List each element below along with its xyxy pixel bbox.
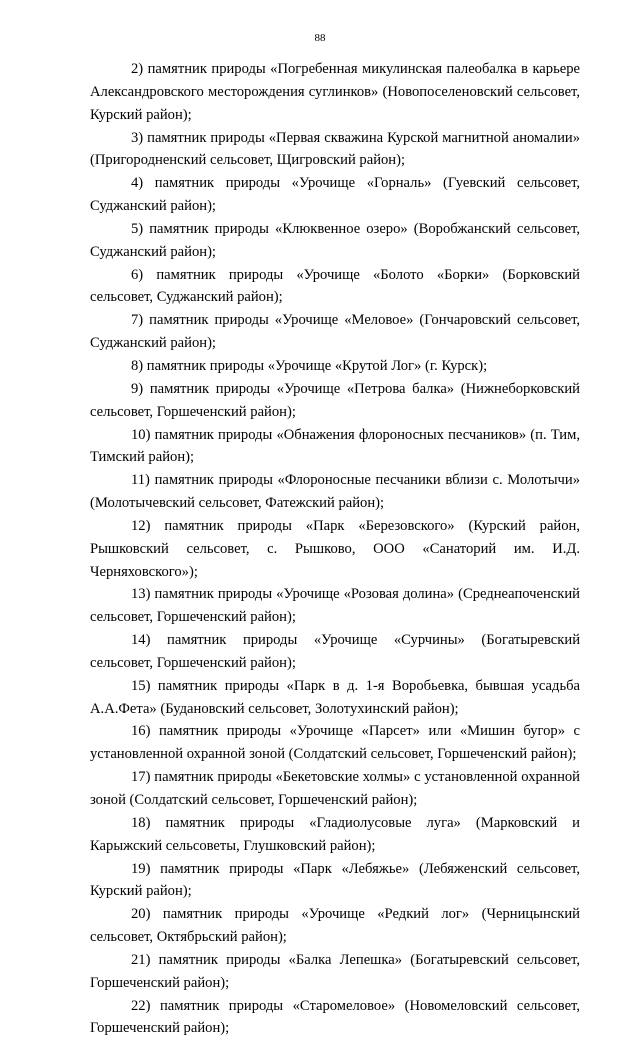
list-item: 10) памятник природы «Обнажения флороносных песчаников» (п. Тим, Тимский район); bbox=[90, 426, 580, 466]
list-item: 15) памятник природы «Парк в д. 1-я Воробьевка, бывшая усадьба А.А.Фета» (Будановский сельсовет, Золотухинский район); bbox=[90, 677, 580, 717]
list-item: 20) памятник природы «Урочище «Редкий лог» (Черницынский сельсовет, Октябрьский район); bbox=[90, 906, 580, 946]
list-item: 19) памятник природы «Парк «Лебяжье» (Лебяженский сельсовет, Курский район); bbox=[90, 860, 580, 900]
list-item: 7) памятник природы «Урочище «Меловое» (Гончаровский сельсовет, Суджанский район); bbox=[90, 312, 580, 352]
list-item: 2) памятник природы «Погребенная микулинская палеобалка в карьере Александровского месторождения суглинков» (Новопоселеновский сельсовет, Курский район); bbox=[90, 61, 580, 123]
list-item: 22) памятник природы «Старомеловое» (Новомеловский сельсовет, Горшеченский район); bbox=[90, 997, 580, 1037]
list-item: 9) памятник природы «Урочище «Петрова балка» (Нижнеборковский сельсовет, Горшеченский район); bbox=[90, 380, 580, 420]
list-item: 5) памятник природы «Клюквенное озеро» (Воробжанский сельсовет, Суджанский район); bbox=[90, 220, 580, 260]
page-number: 88 bbox=[314, 32, 326, 44]
list-item: 16) памятник природы «Урочище «Парсет» или «Мишин бугор» с установленной охранной зоной (Солдатский сельсовет, Горшеченский район); bbox=[90, 723, 580, 763]
list-item: 8) памятник природы «Урочище «Крутой Лог» (г. Курск); bbox=[131, 357, 488, 374]
list-item: 6) памятник природы «Урочище «Болото «Борки» (Борковский сельсовет, Суджанский район); bbox=[90, 266, 580, 306]
list-item: 18) памятник природы «Гладиолусовые луга» (Марковский и Карыжский сельсоветы, Глушковский район); bbox=[90, 814, 580, 854]
list-item: 3) памятник природы «Первая скважина Курской магнитной аномалии» (Пригородненский сельсовет, Щигровский район); bbox=[90, 129, 580, 169]
list-item: 13) памятник природы «Урочище «Розовая долина» (Среднеапоченский сельсовет, Горшеченский район); bbox=[90, 586, 580, 626]
list-item: 21) памятник природы «Балка Лепешка» (Богатыревский сельсовет, Горшеченский район); bbox=[90, 951, 580, 991]
list-item: 11) памятник природы «Флороносные песчаники вблизи с. Молотычи» (Молотычевский сельсовет, Фатежский район); bbox=[90, 472, 580, 512]
list-item: 12) памятник природы «Парк «Березовского» (Курский район, Рышковский сельсовет, с. Рышково, ООО «Санаторий им. И.Д. Черняховского»); bbox=[90, 517, 580, 580]
list-item: 14) памятник природы «Урочище «Сурчины» (Богатыревский сельсовет, Горшеченский район); bbox=[90, 632, 580, 671]
list-item: 17) памятник природы «Бекетовские холмы» с установленной охранной зоной (Солдатский сельсовет, Горшеченский район); bbox=[90, 769, 580, 808]
document-body bbox=[90, 58, 580, 1040]
list-item: 4) памятник природы «Урочище «Горналь» (Гуевский сельсовет, Суджанский район); bbox=[90, 175, 580, 215]
